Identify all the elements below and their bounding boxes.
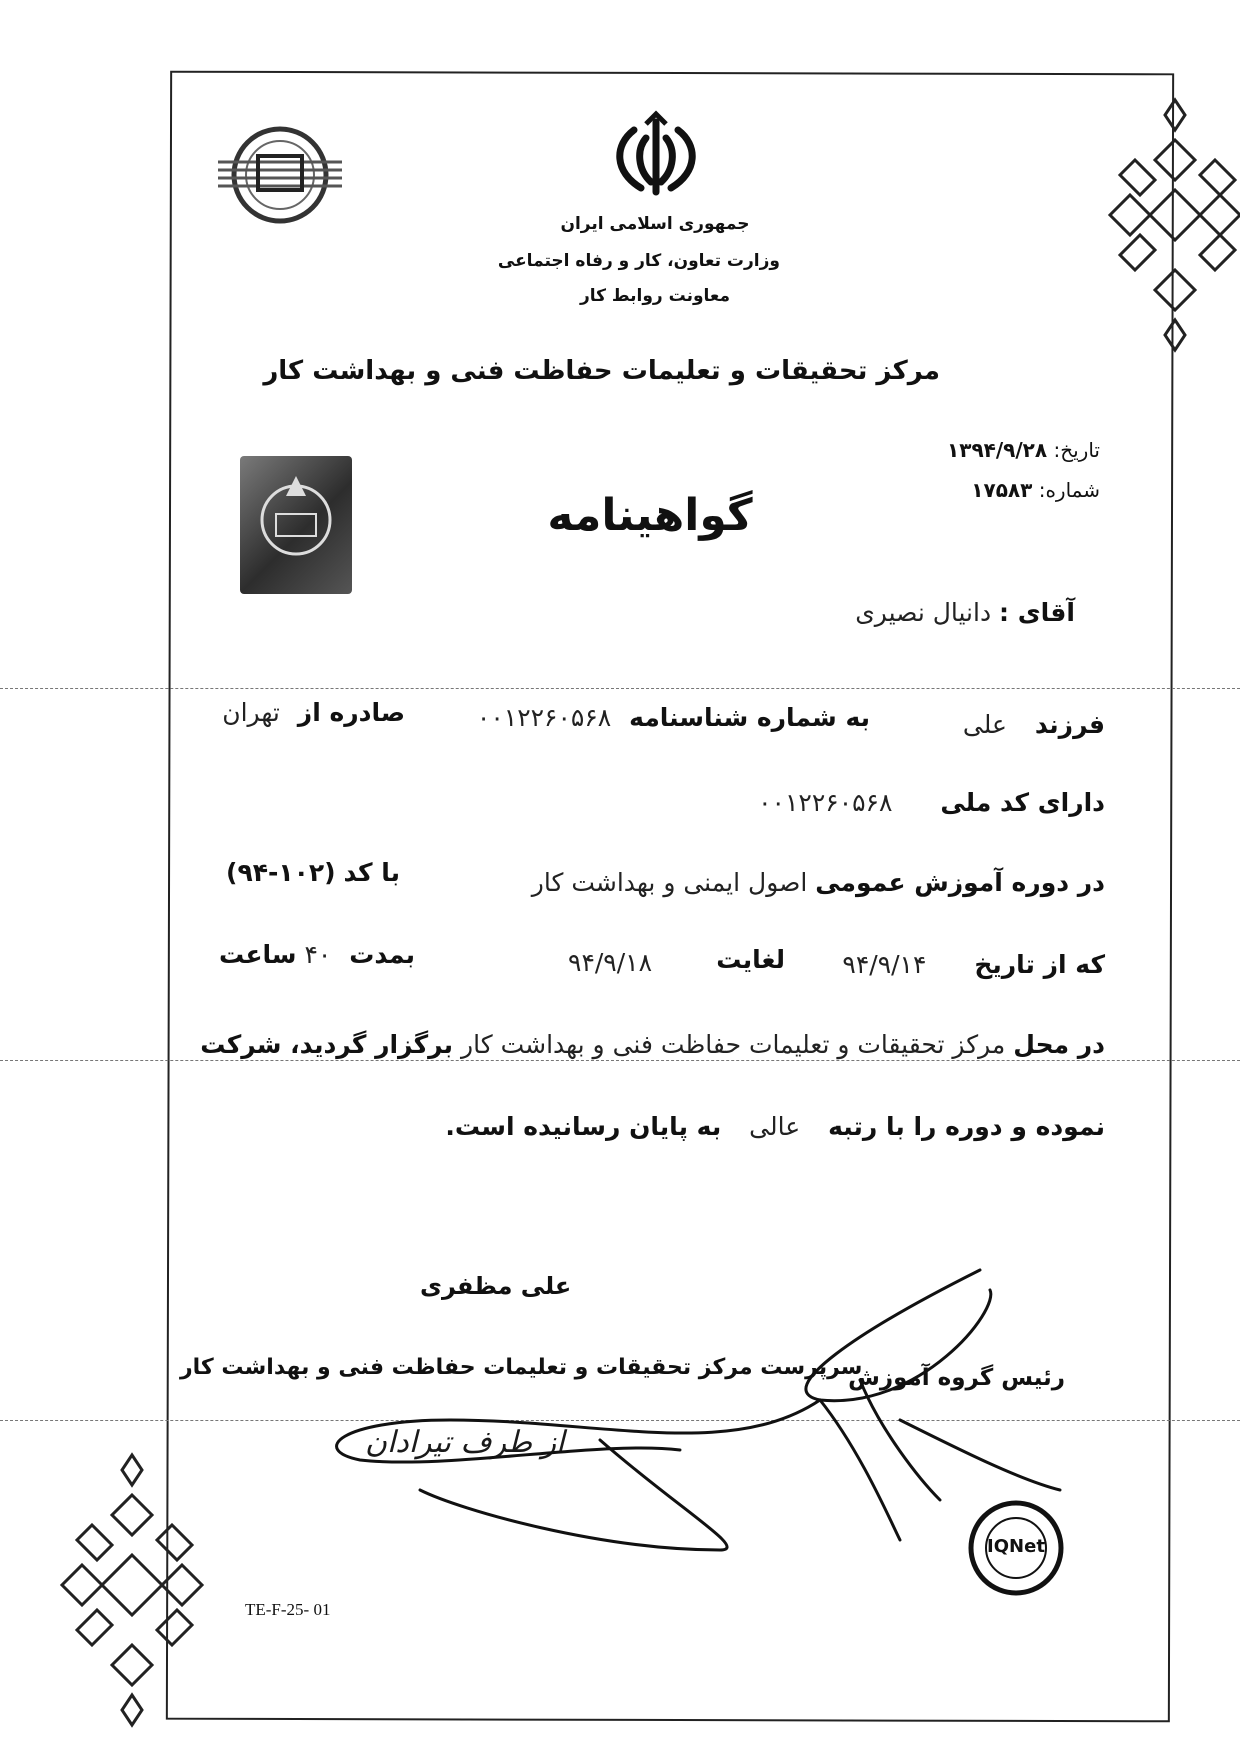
handwritten-note: از طرف تیرادان bbox=[365, 1425, 565, 1460]
course-label: در دوره آموزش عمومی bbox=[815, 868, 1105, 897]
right-title: رئیس گروه آموزش bbox=[848, 1365, 1065, 1391]
certificate-title: گواهینامه bbox=[547, 490, 753, 541]
held-text: برگزار گردید، شرکت bbox=[200, 1030, 454, 1059]
place-label: در محل bbox=[1013, 1030, 1105, 1059]
course-code-field bbox=[226, 858, 400, 887]
national-code-field bbox=[758, 788, 1105, 817]
top-left-seal-icon bbox=[218, 122, 342, 228]
completed-text: به پایان رسانیده است. bbox=[445, 1112, 722, 1141]
issued-city: تهران bbox=[222, 698, 280, 727]
id-label: به شماره شناسنامه bbox=[629, 703, 870, 732]
header-line-2: وزارت تعاون، کار و رفاه اجتماعی bbox=[497, 251, 780, 271]
header-line-1: جمهوری اسلامی ایران bbox=[560, 214, 750, 234]
from-date-field bbox=[842, 950, 1105, 979]
date-value: ۱۳۹۴/۹/۲۸ bbox=[947, 438, 1048, 462]
to-date: ۹۴/۹/۱۸ bbox=[568, 948, 652, 977]
hours-label: ساعت bbox=[219, 940, 297, 969]
date-label: تاریخ: bbox=[1053, 438, 1100, 462]
grade-value: عالی bbox=[749, 1112, 801, 1141]
father-name: علی bbox=[962, 710, 1007, 739]
from-date: ۹۴/۹/۱۴ bbox=[842, 950, 927, 979]
national-label: دارای کد ملی bbox=[940, 788, 1105, 817]
code-label: با کد bbox=[343, 858, 400, 887]
from-label: که از تاریخ bbox=[974, 950, 1105, 979]
header-line-3: معاونت روابط کار bbox=[579, 286, 731, 306]
mr-label: آقای : bbox=[999, 598, 1075, 627]
participated-text: نموده و دوره را با رتبه bbox=[828, 1112, 1105, 1141]
completion-field bbox=[445, 1112, 1105, 1141]
child-label: فرزند bbox=[1034, 710, 1105, 739]
duration-value: ۴۰ bbox=[304, 940, 332, 969]
iqnet-seal bbox=[968, 1500, 1064, 1596]
id-field bbox=[477, 703, 870, 732]
course-name: اصول ایمنی و بهداشت کار bbox=[531, 868, 808, 897]
course-code: (۱۰۲-۹۴) bbox=[226, 858, 336, 887]
duration-label: بمدت bbox=[349, 940, 415, 969]
signer-name: علی مظفری bbox=[420, 1272, 572, 1300]
emblem-photo bbox=[240, 456, 352, 594]
ornament-top-right-icon bbox=[1090, 100, 1240, 350]
issued-field bbox=[222, 698, 405, 727]
course-field bbox=[532, 868, 1105, 897]
form-code: TE-F-25- 01 bbox=[245, 1600, 331, 1619]
number-label: شماره: bbox=[1038, 478, 1100, 502]
holder-name: دانیال نصیری bbox=[855, 598, 992, 627]
scan-line bbox=[0, 1060, 1240, 1061]
center-name-heading: مرکز تحقیقات و تعلیمات حفاظت فنی و بهداشت کار bbox=[263, 356, 940, 386]
name-row bbox=[855, 598, 1075, 627]
issued-label: صادره از bbox=[297, 698, 405, 727]
id-number: ۰۰۱۲۲۶۰۵۶۸ bbox=[476, 703, 612, 732]
number-value: ۱۷۵۸۳ bbox=[971, 478, 1033, 502]
to-label: لغایت bbox=[716, 945, 785, 974]
place-value: مرکز تحقیقات و تعلیمات حفاظت فنی و بهداشت کار bbox=[461, 1030, 1006, 1059]
father-field bbox=[963, 710, 1105, 739]
place-field bbox=[200, 1030, 1105, 1059]
duration-field bbox=[219, 940, 415, 969]
left-title: سرپرست مرکز تحقیقات و تعلیمات حفاظت فنی و بهداشت کار bbox=[180, 1355, 863, 1380]
national-code: ۰۰۱۲۲۶۰۵۶۸ bbox=[758, 788, 893, 817]
number-row bbox=[971, 478, 1100, 502]
ornament-bottom-left-icon bbox=[52, 1455, 212, 1725]
iran-emblem-icon bbox=[606, 110, 706, 200]
date-row bbox=[947, 438, 1100, 462]
scan-line bbox=[0, 688, 1240, 689]
iqnet-text: IQNet bbox=[987, 1536, 1045, 1557]
